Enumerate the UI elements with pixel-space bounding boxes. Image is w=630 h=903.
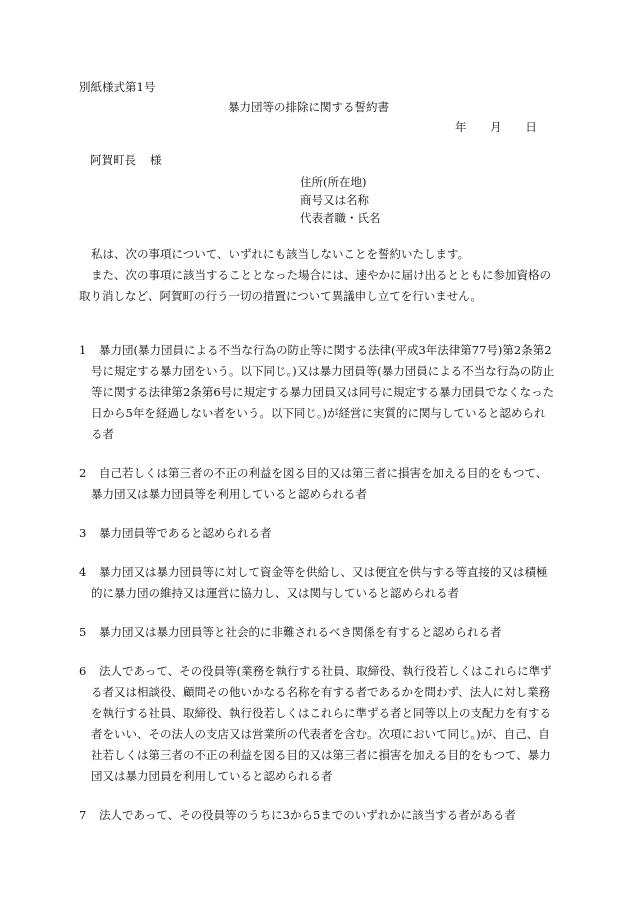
date-line (455, 119, 537, 135)
item-text: 自己若しくは第三者の不正の利益を図る目的又は第三者に損害を加える目的をもつて、暴力団又は暴力団員等を利用していると認められる者 (91, 466, 548, 501)
date-day: 日 (525, 120, 537, 134)
list-item (79, 661, 555, 787)
item-number: 7 (79, 808, 87, 822)
date-month: 月 (490, 120, 502, 134)
pledge-statement: また、次の事項に該当することとなった場合には、速やかに届け出るとともに参加資格の取り消しなど、阿賀町の行う一切の措置について異議申し立てを行いません。 (79, 268, 551, 303)
item-text: 法人であって、その役員等のうちに3から5までのいずれかに該当する者がある者 (99, 808, 516, 822)
item-number: 2 (79, 466, 87, 480)
item-text: 暴力団又は暴力団員等と社会的に非難されるべき関係を有すると認められる者 (99, 625, 502, 639)
item-text: 暴力団又は暴力団員等に対して資金等を供給し、又は便宜を供与する等直接的又は積極的に暴力団の維持又は運営に協力し、又は関与していると認められる者 (91, 565, 548, 600)
item-text: 暴力団員等であると認められる者 (99, 526, 272, 540)
date-year: 年 (455, 120, 467, 134)
list-item (79, 562, 555, 604)
addressee-honorific: 様 (150, 153, 162, 167)
sender-name-label: 商号又は名称 (300, 193, 369, 207)
document-title: 暴力団等の排除に関する誓約書 (228, 100, 389, 114)
list-item (79, 523, 555, 544)
item-text: 暴力団(暴力団員による不当な行為の防止等に関する法律(平成3年法律第77号)第2条第2号に規定する暴力団をいう。以下同じ。)又は暴力団員等(暴力団員による不当な行為の防止等に関する法律第2条第6号に規定する暴力団員又は同号に規定する暴力団員でなくなった日から5年を経過しない者をいう。以下同じ。)が経営に実質的に関与していると認められる者 (91, 343, 555, 441)
item-number: 4 (79, 565, 87, 579)
addressee-name: 阿賀町長 (90, 153, 136, 167)
list-item (79, 340, 555, 445)
item-list (79, 340, 555, 844)
item-text: 法人であって、その役員等(業務を執行する社員、取締役、執行役若しくはこれらに準ずる者又は相談役、顧問その他いかなる名称を有する者であるかを問わず、法人に対し業務を執行する社員、取締役、執行役若しくはこれらに準ずる者と同等以上の支配力を有する者をいい、その法人の支店又は営業所の代表者を含む。次項において同じ。)が、自己、自社若しくは第三者の不正の利益を図る目的又は第三者に損害を加える目的をもつて、暴力団又は暴力団員を利用していると認められる者 (91, 664, 552, 783)
addressee (90, 152, 162, 168)
pledge-statement: 私は、次の事項について、いずれにも該当しないことを誓約いたします。 (91, 247, 470, 261)
sender-representative-label: 代表者職・氏名 (300, 211, 381, 225)
form-number: 別紙様式第1号 (79, 80, 156, 94)
item-number: 1 (79, 343, 87, 357)
list-item (79, 805, 555, 826)
sender-address-label: 住所(所在地) (300, 175, 367, 189)
item-number: 5 (79, 625, 87, 639)
list-item (79, 463, 555, 505)
item-number: 6 (79, 664, 87, 678)
item-number: 3 (79, 526, 87, 540)
list-item (79, 622, 555, 643)
